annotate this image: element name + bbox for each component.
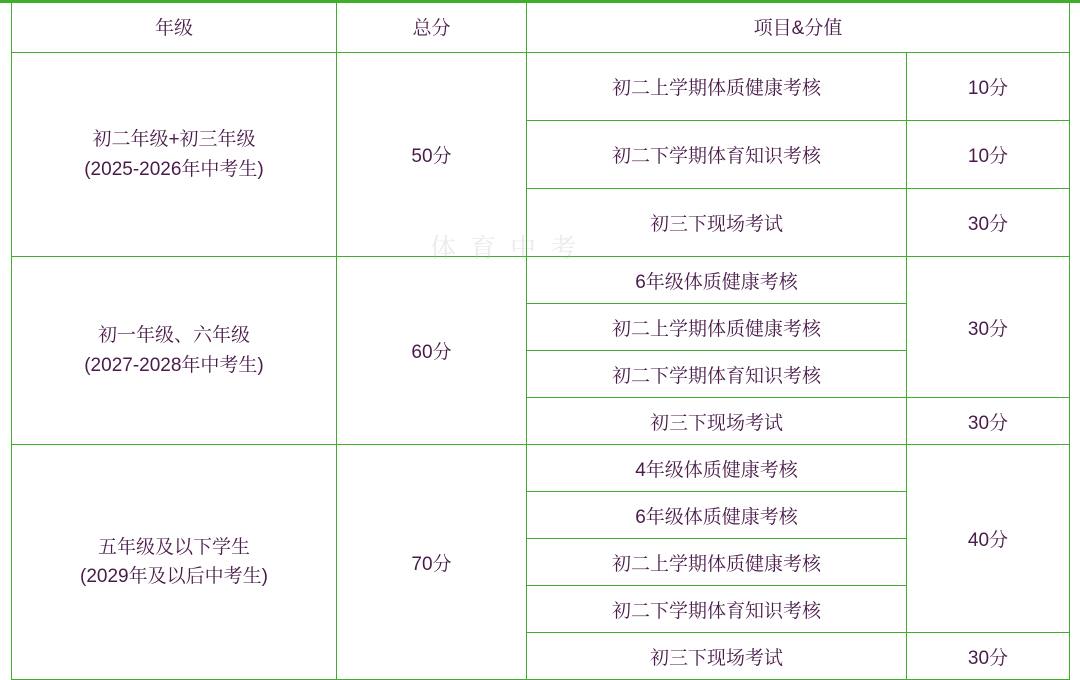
table-header <box>12 1 1070 53</box>
top-accent-band <box>0 0 1080 3</box>
grade-cell-group2 <box>12 257 337 445</box>
item-cell: 6年级体质健康考核 <box>527 257 907 304</box>
item-cell: 初二下学期体育知识考核 <box>527 121 907 189</box>
table-header-row <box>12 1 1070 53</box>
score-cell: 30分 <box>907 633 1070 680</box>
total-cell-group3: 70分 <box>337 445 527 680</box>
item-cell: 4年级体质健康考核 <box>527 445 907 492</box>
grade-cell-group1 <box>12 53 337 257</box>
total-cell-group1: 50分 <box>337 53 527 257</box>
grade-line1: 初一年级、六年级 <box>97 325 250 347</box>
item-cell: 初二下学期体育知识考核 <box>527 351 907 398</box>
table-row <box>12 53 1070 121</box>
table-row <box>12 257 1070 304</box>
score-cell: 10分 <box>907 121 1070 189</box>
score-cell: 10分 <box>907 53 1070 121</box>
grade-line2: (2025-2026年中考生) <box>84 158 264 180</box>
score-cell: 30分 <box>907 189 1070 257</box>
item-cell: 初三下现场考试 <box>527 633 907 680</box>
table-body <box>12 53 1070 680</box>
grade-line2: (2029年及以后中考生) <box>80 566 268 587</box>
grade-line1: 初二年级+初三年级 <box>92 129 256 151</box>
watermark-text: 体育中考 <box>429 233 590 263</box>
header-grade: 年级 <box>12 1 337 53</box>
item-cell: 初三下现场考试 <box>527 189 907 257</box>
item-cell: 初二上学期体质健康考核 <box>527 539 907 586</box>
item-cell: 初二上学期体质健康考核 <box>527 304 907 351</box>
grade-line2: (2027-2028年中考生) <box>84 354 264 376</box>
score-cell: 30分 <box>907 398 1070 445</box>
item-cell: 6年级体质健康考核 <box>527 492 907 539</box>
score-cell: 40分 <box>907 445 1070 633</box>
item-cell: 初三下现场考试 <box>527 398 907 445</box>
header-items: 项目&分值 <box>527 1 1070 53</box>
table-row <box>12 445 1070 492</box>
score-table <box>11 0 1070 680</box>
header-total: 总分 <box>337 1 527 53</box>
item-cell: 初二上学期体质健康考核 <box>527 53 907 121</box>
total-cell-group2: 60分 <box>337 257 527 445</box>
grade-line1: 五年级及以下学生 <box>97 536 250 558</box>
score-cell: 30分 <box>907 257 1070 398</box>
grade-cell-group3 <box>12 445 337 680</box>
item-cell: 初二下学期体育知识考核 <box>527 586 907 633</box>
